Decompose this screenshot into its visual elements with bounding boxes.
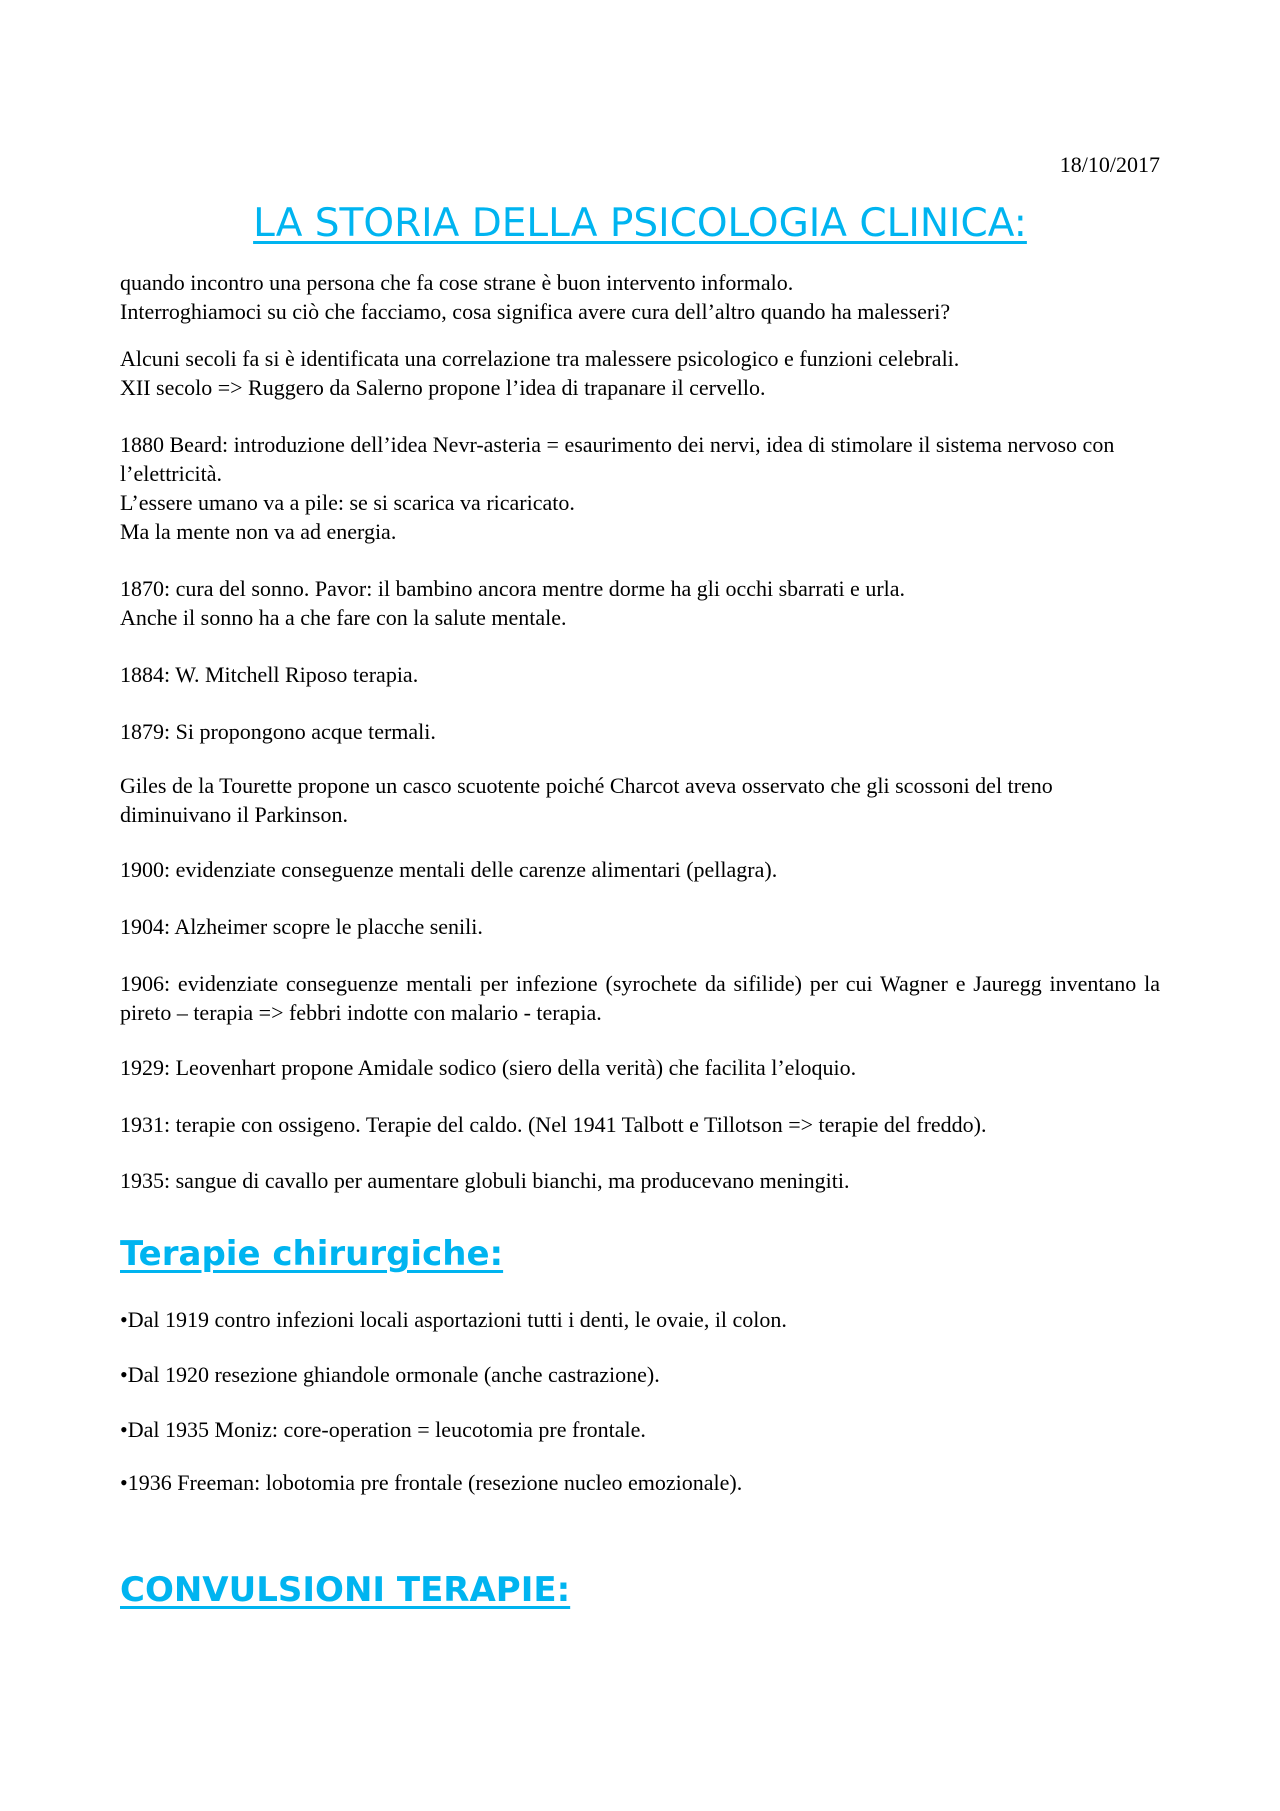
beard-line-1: 1880 Beard: introduzione dell’idea Nevr-asteria = esaurimento dei nervi, idea di stimolare il sistema nervoso con l’elettricità. <box>120 432 1115 486</box>
mitchell-paragraph <box>120 660 1160 689</box>
secoli-paragraph <box>120 344 1160 402</box>
convulsions-heading: CONVULSIONI TERAPIE: <box>120 1570 571 1610</box>
cavallo-line: 1935: sangue di cavallo per aumentare globuli bianchi, ma producevano meningiti. <box>120 1168 850 1193</box>
acque-line: 1879: Si propongono acque termali. <box>120 719 436 744</box>
surgery-item-3: •Dal 1935 Moniz: core-operation = leucotomia pre frontale. <box>120 1417 646 1442</box>
alzheimer-paragraph <box>120 912 1160 941</box>
beard-line-2: L’essere umano va a pile: se si scarica va ricaricato. <box>120 490 575 515</box>
pellagra-line: 1900: evidenziate conseguenze mentali delle carenze alimentari (pellagra). <box>120 857 778 882</box>
document-date: 18/10/2017 <box>1059 152 1160 177</box>
intro-line-1: quando incontro una persona che fa cose strane è buon intervento informalo. <box>120 270 794 295</box>
sonno-line-2: Anche il sonno ha a che fare con la salute mentale. <box>120 605 567 630</box>
surgery-item-2: •Dal 1920 resezione ghiandole ormonale (anche castrazione). <box>120 1362 660 1387</box>
sonno-line-1: 1870: cura del sonno. Pavor: il bambino ancora mentre dorme ha gli occhi sbarrati e urla. <box>120 576 906 601</box>
surgery-item <box>120 1468 1160 1497</box>
leovenhart-line: 1929: Leovenhart propone Amidale sodico (siero della verità) che facilita l’eloquio. <box>120 1055 857 1080</box>
surgery-item-4: •1936 Freeman: lobotomia pre frontale (resezione nucleo emozionale). <box>120 1470 743 1495</box>
acque-paragraph <box>120 717 1160 746</box>
surgery-item <box>120 1415 1160 1444</box>
cavallo-paragraph <box>120 1166 1160 1195</box>
surgery-item <box>120 1305 1160 1334</box>
beard-line-3: Ma la mente non va ad energia. <box>120 519 397 544</box>
leovenhart-paragraph <box>120 1053 1160 1082</box>
surgery-heading: Terapie chirurgiche: <box>120 1234 504 1274</box>
intro-paragraph <box>120 268 1160 326</box>
secoli-line-1: Alcuni secoli fa si è identificata una correlazione tra malessere psicologico e funzioni celebrali. <box>120 346 960 371</box>
tourette-line: Giles de la Tourette propone un casco scuotente poiché Charcot aveva osservato che gli scossoni del treno diminuivano il Parkinson. <box>120 773 1053 827</box>
wagner-line: 1906: evidenziate conseguenze mentali per infezione (syrochete da sifilide) per cui Wagner e Jauregg inventano la pireto – terapia => febbri indotte con malario - terapia. <box>120 971 1160 1025</box>
surgery-item <box>120 1360 1160 1389</box>
sonno-paragraph <box>120 574 1160 632</box>
pellagra-paragraph <box>120 855 1160 884</box>
alzheimer-line: 1904: Alzheimer scopre le placche senili. <box>120 914 483 939</box>
document-title: LA STORIA DELLA PSICOLOGIA CLINICA: <box>253 201 1027 246</box>
ossigeno-line: 1931: terapie con ossigeno. Terapie del caldo. (Nel 1941 Talbott e Tillotson => terapie del freddo). <box>120 1112 987 1137</box>
intro-line-2: Interroghiamoci su ciò che facciamo, cosa significa avere cura dell’altro quando ha malesseri? <box>120 299 951 324</box>
surgery-item-1: •Dal 1919 contro infezioni locali asportazioni tutti i denti, le ovaie, il colon. <box>120 1307 787 1332</box>
wagner-paragraph <box>120 969 1160 1027</box>
secoli-line-2: XII secolo => Ruggero da Salerno propone l’idea di trapanare il cervello. <box>120 375 766 400</box>
beard-paragraph <box>120 430 1160 546</box>
mitchell-line: 1884: W. Mitchell Riposo terapia. <box>120 662 419 687</box>
tourette-paragraph <box>120 771 1160 829</box>
ossigeno-paragraph <box>120 1110 1160 1139</box>
